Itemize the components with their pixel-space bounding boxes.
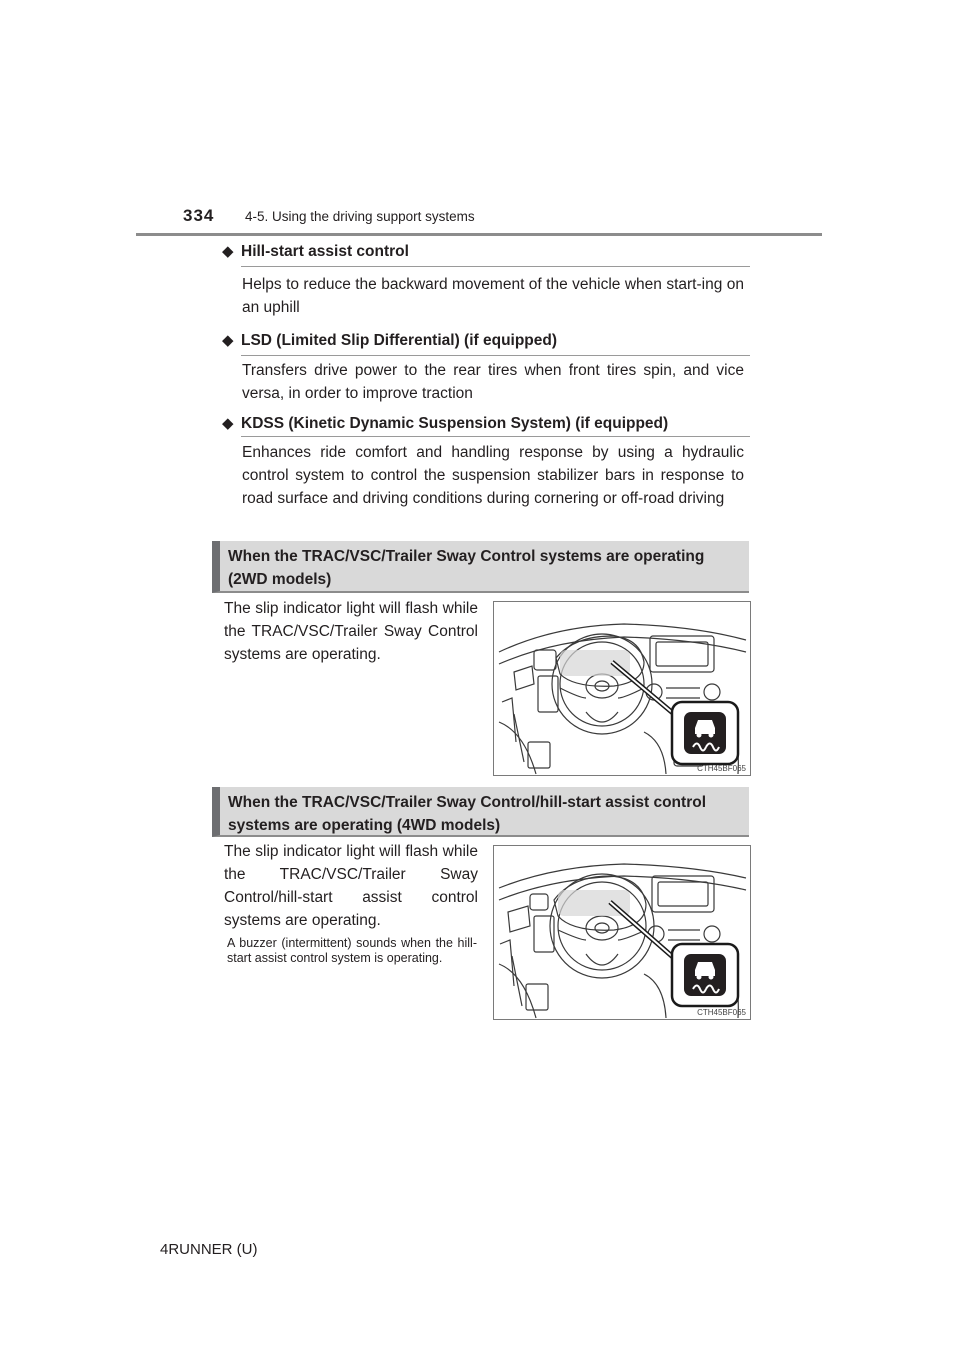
feature-body-hill-start: Helps to reduce the backward movement of the vehicle when start-ing on an uphill	[242, 276, 744, 316]
feature-heading-kdss: ◆ KDSS (Kinetic Dynamic Suspension System) (if equipped)	[222, 415, 669, 432]
feature-body-lsd: Transfers drive power to the rear tires when front tires spin, and vice versa, in order to improve traction	[242, 362, 744, 402]
diamond-bullet-icon: ◆	[222, 243, 234, 260]
description-4wd: The slip indicator light will flash while the TRAC/VSC/Trailer Sway Control/hill-start assist control systems are operating.	[224, 843, 478, 929]
feature-heading-lsd: ◆ LSD (Limited Slip Differential) (if equipped)	[222, 332, 558, 349]
feature-body-kdss: Enhances ride comfort and handling response by using a hydraulic control system to control the suspension stabilizer bars in response to road surface and driving conditions during cornering or off-road driving	[242, 444, 744, 507]
feature-rule	[241, 355, 750, 356]
diamond-bullet-icon: ◆	[222, 415, 234, 432]
dashboard-drawing	[494, 846, 750, 1019]
figure-code: CTH45BF065	[697, 1008, 746, 1017]
section-title: 4-5. Using the driving support systems	[245, 209, 475, 224]
dashboard-drawing	[494, 602, 750, 775]
dashboard-illustration-4wd	[493, 845, 751, 1020]
buzzer-note: A buzzer (intermittent) sounds when the hill-start assist control system is operating.	[227, 936, 477, 965]
dashboard-illustration-2wd	[493, 601, 751, 776]
figure-code: CTH45BF065	[697, 764, 746, 773]
header-rule	[136, 233, 822, 236]
diamond-bullet-icon: ◆	[222, 332, 234, 349]
section-heading-4wd: When the TRAC/VSC/Trailer Sway Control/hill-start assist control systems are operating (4WD models)	[212, 787, 749, 837]
slip-indicator-icon	[684, 712, 726, 754]
section-heading-2wd: When the TRAC/VSC/Trailer Sway Control systems are operating (2WD models)	[212, 541, 749, 593]
feature-rule	[241, 266, 750, 267]
slip-indicator-icon	[684, 954, 726, 996]
page-number: 334	[183, 206, 215, 225]
feature-rule	[241, 436, 750, 437]
feature-heading-hill-start: ◆ Hill-start assist control	[222, 243, 409, 260]
description-2wd: The slip indicator light will flash while the TRAC/VSC/Trailer Sway Control systems are operating.	[224, 600, 478, 663]
footer-model: 4RUNNER (U)	[160, 1241, 258, 1258]
